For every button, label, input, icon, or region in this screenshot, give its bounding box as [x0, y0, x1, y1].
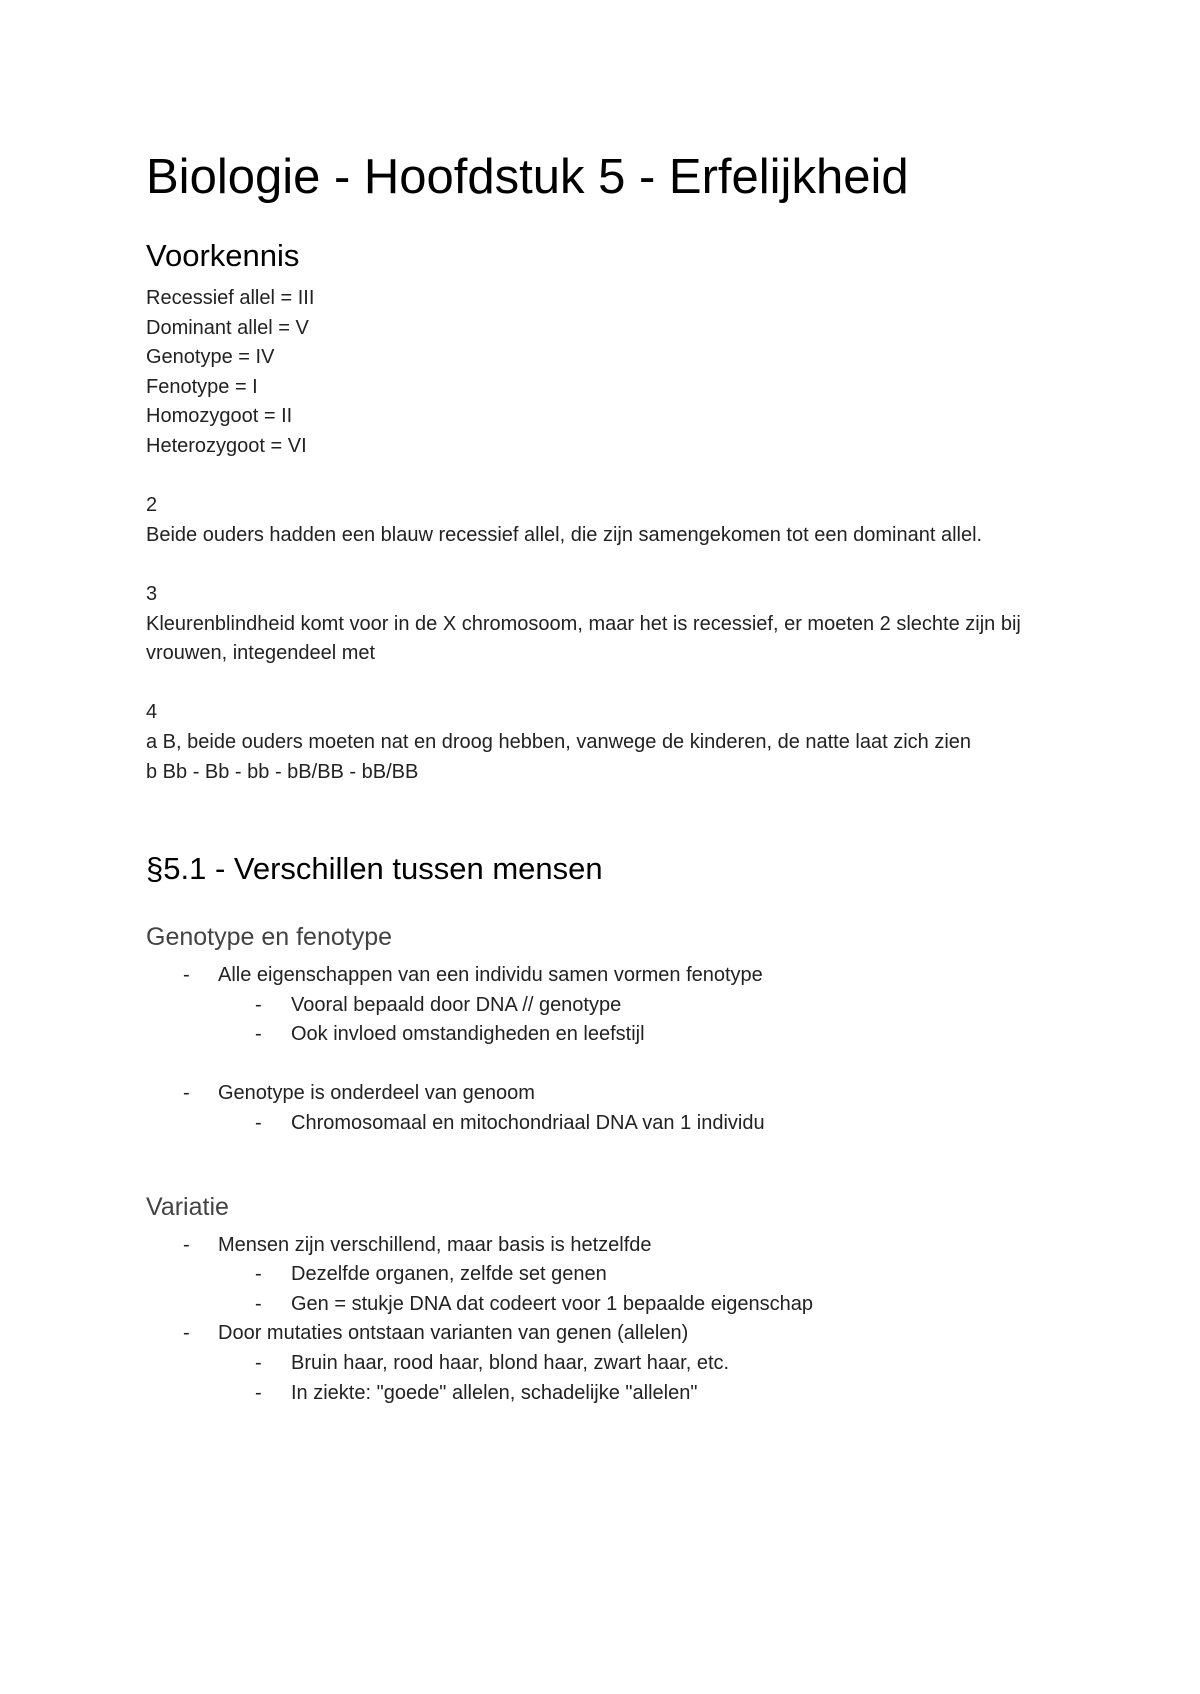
bullet-dash: -: [255, 1112, 262, 1135]
definition-dominant: Dominant allel = V: [146, 316, 309, 339]
document-title: Biologie - Hoofdstuk 5 - Erfelijkheid: [146, 150, 909, 204]
bullet-dash: -: [255, 1292, 262, 1315]
spacer: [146, 669, 1066, 699]
question-2-number: 2: [146, 494, 158, 517]
spacer: [146, 897, 1066, 921]
bullet-dash: -: [255, 1023, 262, 1046]
list-item: [218, 991, 1066, 1021]
list-item: [218, 1379, 1066, 1409]
list-item-text: In ziekte: "goede" allelen, schadelijke "allelen": [291, 1381, 698, 1404]
definitions-list: [146, 284, 1066, 462]
list-item-text: Dezelfde organen, zelfde set genen: [291, 1263, 607, 1286]
bullet-dash: -: [255, 993, 262, 1016]
spacer: [146, 550, 1066, 580]
list-item-text: Ook invloed omstandigheden en leefstijl: [291, 1023, 645, 1046]
list-item: [146, 961, 1066, 1050]
list-item-text: Mensen zijn verschillend, maar basis is hetzelfde: [218, 1233, 652, 1256]
bullet-dash: -: [183, 1082, 190, 1105]
definition-genotype: Genotype = IV: [146, 346, 275, 369]
heading-section-5-1: §5.1 - Verschillen tussen mensen: [146, 851, 603, 887]
definition-recessief: Recessief allel = III: [146, 287, 315, 309]
spacer: [146, 1139, 1066, 1191]
list-item-text: Gen = stukje DNA dat codeert voor 1 bepaalde eigenschap: [291, 1292, 814, 1315]
bullet-list-genoom: [146, 1079, 1066, 1138]
question-4-answer-a: a B, beide ouders moeten nat en droog hebben, vanwege de kinderen, de natte laat zich zien: [146, 730, 972, 753]
heading-voorkennis: Voorkennis: [146, 238, 300, 273]
list-item-text: Bruin haar, rood haar, blond haar, zwart haar, etc.: [291, 1352, 730, 1375]
question-3-answer: Kleurenblindheid komt voor in de X chromosoom, maar het is recessief, er moeten 2 slechte zijn bij vrouwen, integendeel met: [146, 612, 1021, 665]
heading-genotype-fenotype: Genotype en fenotype: [146, 923, 393, 952]
definition-fenotype: Fenotype = I: [146, 375, 258, 398]
sub-list: [218, 1109, 1066, 1139]
bullet-dash: -: [255, 1381, 262, 1404]
bullet-dash: -: [183, 964, 190, 987]
definition-heterozygoot: Heterozygoot = VI: [146, 434, 307, 457]
list-item: [146, 1079, 1066, 1138]
bullet-dash: -: [255, 1263, 262, 1286]
spacer: [146, 462, 1066, 492]
list-item-text: Genotype is onderdeel van genoom: [218, 1082, 535, 1105]
bullet-list-variatie: [146, 1231, 1066, 1409]
list-item: [146, 1231, 1066, 1320]
list-item: [218, 1020, 1066, 1050]
bullet-dash: -: [183, 1322, 190, 1345]
question-2-answer: Beide ouders hadden een blauw recessief allel, die zijn samengekomen tot een dominant allel.: [146, 523, 983, 546]
list-item-text: Chromosomaal en mitochondriaal DNA van 1 individu: [291, 1112, 765, 1135]
bullet-dash: -: [183, 1233, 190, 1256]
definition-homozygoot: Homozygoot = II: [146, 405, 293, 428]
bullet-list-genotype: [146, 961, 1066, 1050]
spacer: [146, 1050, 1066, 1080]
spacer: [146, 787, 1066, 849]
list-item-text: Vooral bepaald door DNA // genotype: [291, 993, 622, 1016]
list-item-text: Alle eigenschappen van een individu samen vormen fenotype: [218, 964, 763, 987]
list-item: [146, 1319, 1066, 1408]
document-page: [146, 146, 1066, 1408]
list-item: [218, 1290, 1066, 1320]
bullet-dash: -: [255, 1352, 262, 1375]
sub-list: [218, 991, 1066, 1050]
question-4-answer-b: b Bb - Bb - bb - bB/BB - bB/BB: [146, 760, 419, 783]
sub-list: [218, 1260, 1066, 1319]
list-item: [218, 1109, 1066, 1139]
question-3-number: 3: [146, 582, 158, 605]
list-item: [218, 1260, 1066, 1290]
list-item-text: Door mutaties ontstaan varianten van genen (allelen): [218, 1322, 689, 1345]
list-item: [218, 1349, 1066, 1379]
heading-variatie: Variatie: [146, 1192, 229, 1221]
question-4-number: 4: [146, 701, 158, 724]
sub-list: [218, 1349, 1066, 1408]
